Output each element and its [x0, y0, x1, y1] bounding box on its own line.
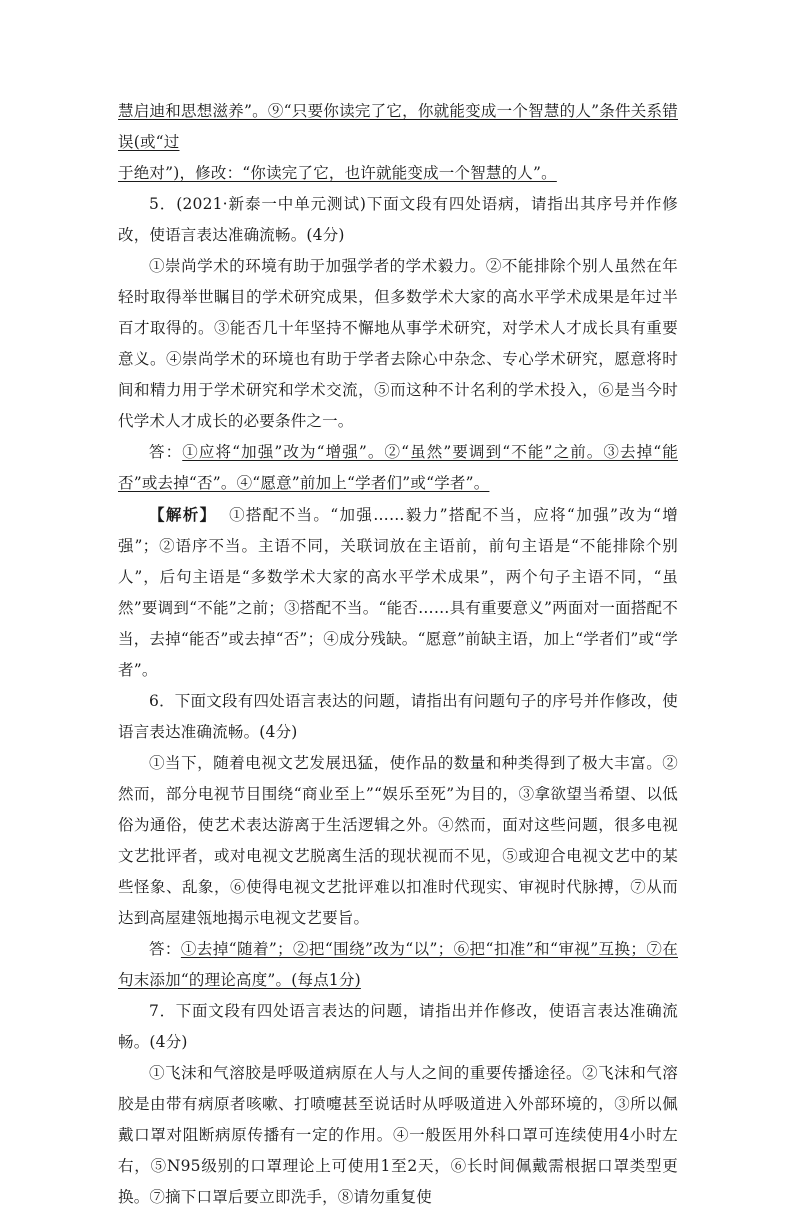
analysis-text: ①搭配不当。“加强……毅力”搭配不当，应将“加强”改为“增强”；②语序不当。主语不同，关联词放在主语前，前句主语是“不能排除个别人”，后句主语是“多数学术大家的高水平学术成果”，两个句子主语不同，“虽然”要调到“不能”之前；③搭配不当。“能否……具有重要意义”两面对一面搭配不当，去掉“能否”或去掉“否”；④成分残缺。“愿意”前缺主语，加上“学者们”或“学者”。 [118, 506, 678, 679]
question-5-answer [118, 437, 678, 499]
answer-text: ①去掉“随着”；②把“围绕”改为“以”；⑥把“扣准”和“审视”互换；⑦在句末添加“的理论高度”。(每点1分) [118, 940, 678, 989]
question-7-passage: ①飞沫和气溶胶是呼吸道病原在人与人之间的重要传播途径。②飞沫和气溶胶是由带有病原者咳嗽、打喷嚏甚至说话时从呼吸道进入外部环境的，③所以佩戴口罩对阻断病原传播有一定的作用。④一般医用外科口罩可连续使用4小时左右，⑤N95级别的口罩理论上可使用1至2天，⑥长时间佩戴需根据口罩类型更换。⑦摘下口罩后要立即洗手，⑧请勿重复使 [118, 1064, 678, 1206]
answer-text: ①应将“加强”改为“增强”。②“虽然”要调到“不能”之前。③去掉“能否”或去掉“否”。④“愿意”前加上“学者们”或“学者”。 [118, 443, 678, 492]
question-5-passage: ①崇尚学术的环境有助于加强学者的学术毅力。②不能排除个别人虽然在年轻时取得举世瞩目的学术研究成果，但多数学术大家的高水平学术成果是年过半百才取得的。③能否几十年坚持不懈地从事学术研究，对学术人才成长具有重要意义。④崇尚学术的环境也有助于学者去除心中杂念、专心学术研究，愿意将时间和精力用于学术研究和学术交流，⑤而这种不计名利的学术投入，⑥是当今时代学术人才成长的必要条件之一。 [118, 257, 678, 430]
document-page [118, 96, 678, 1213]
carryover-answer-line2: 于绝对”)，修改：“你读完了它，也许就能变成一个智慧的人”。 [118, 164, 557, 182]
question-6-prompt: 6．下面文段有四处语言表达的问题，请指出有问题句子的序号并作修改，使语言表达准确流畅。(4分) [118, 692, 678, 741]
question-5-analysis [118, 499, 678, 686]
question-6-passage: ①当下，随着电视文艺发展迅猛，使作品的数量和种类得到了极大丰富。②然而，部分电视节目围绕“商业至上”“娱乐至死”为目的，③拿欲望当希望、以低俗为通俗，使艺术表达游离于生活逻辑之外。④然而，面对这些问题，很多电视文艺批评者，或对电视文艺脱离生活的现状视而不见，⑤或迎合电视文艺中的某些怪象、乱象，⑥使得电视文艺批评难以扣准时代现实、审视时代脉搏，⑦从而达到高屋建瓴地揭示电视文艺要旨。 [118, 754, 678, 927]
question-6-answer [118, 934, 678, 996]
analysis-label: 【解析】 [149, 505, 217, 524]
carryover-answer-line1: 慧启迪和思想滋养”。⑨“只要你读完了它，你就能变成一个智慧的人”条件关系错误(或“过 [118, 102, 678, 151]
answer-label: 答： [149, 443, 183, 461]
question-7-prompt: 7．下面文段有四处语言表达的问题，请指出并作修改，使语言表达准确流畅。(4分) [118, 1002, 678, 1051]
answer-label: 答： [149, 940, 181, 958]
question-5-prompt: 5．(2021·新泰一中单元测试)下面文段有四处语病，请指出其序号并作修改，使语言表达准确流畅。(4分) [118, 195, 678, 244]
